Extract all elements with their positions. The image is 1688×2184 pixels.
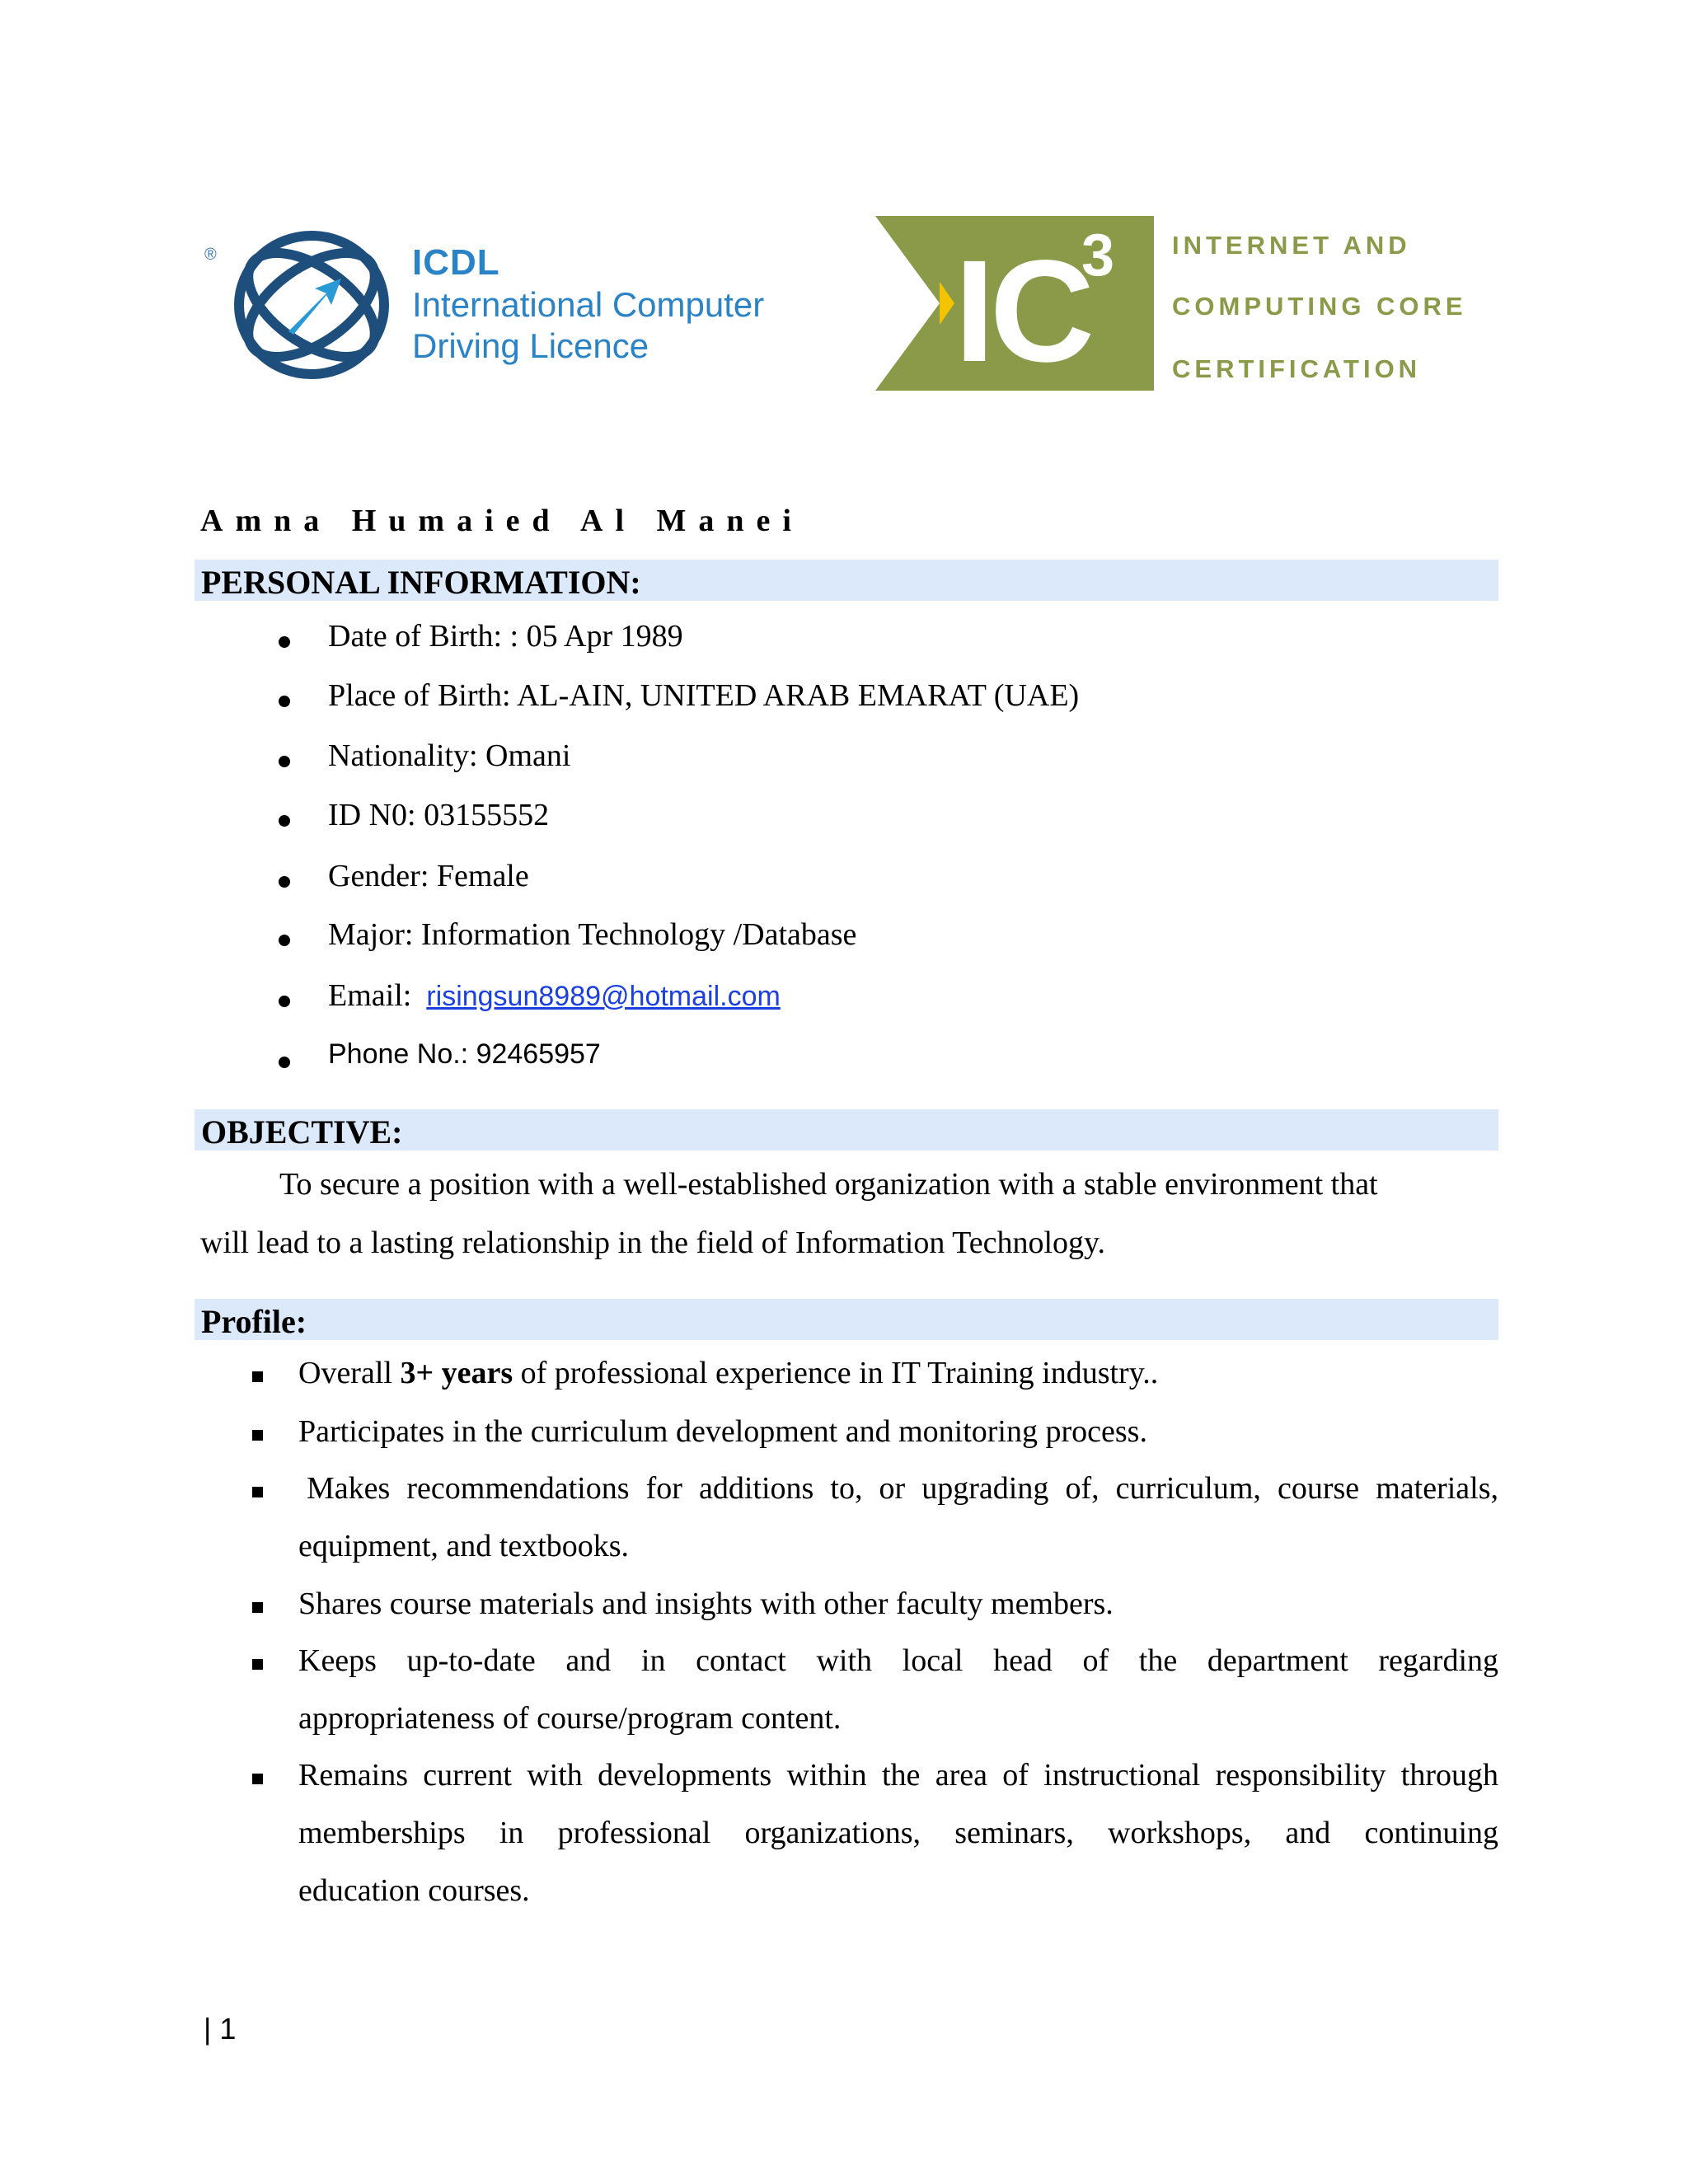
profile-item-6-line-3: education courses.: [298, 1873, 530, 1908]
ic3-superscript: 3: [1081, 223, 1115, 288]
candidate-name: Amna Humaied Al Manei: [200, 504, 804, 538]
profile-item-5-line-2: appropriateness of course/program content.: [298, 1701, 842, 1736]
square-bullet-icon: [252, 1659, 263, 1670]
ic3-mark: [875, 216, 1154, 391]
info-major: Major: Information Technology /Database: [328, 917, 857, 952]
profile-item-2: Participates in the curriculum development and monitoring process.: [298, 1414, 1147, 1449]
bullet-icon: [279, 696, 290, 707]
objective-line-2: will lead to a lasting relationship in the field of Information Technology.: [200, 1226, 1106, 1260]
email-label: Email:: [328, 978, 412, 1013]
ic3-logo: [875, 216, 1469, 393]
bullet-icon: [279, 996, 290, 1007]
icdl-title: ICDL: [412, 242, 500, 283]
section-heading-personal: PERSONAL INFORMATION:: [201, 564, 641, 601]
profile-item-6-line-1: Remains current with developments within the area of instructional responsibility through: [298, 1758, 1498, 1793]
globe-arrow-icon: [229, 223, 394, 387]
profile-item-3-line-1: Makes recommendations for additions to, or upgrading of, curriculum, course materials,: [307, 1471, 1498, 1506]
square-bullet-icon: [252, 1371, 263, 1382]
info-gender: Gender: Female: [328, 859, 529, 893]
bullet-icon: [279, 876, 290, 888]
ic3-line-2: COMPUTING CORE: [1172, 292, 1467, 321]
info-place-of-birth: Place of Birth: AL-AIN, UNITED ARAB EMARAT (UAE): [328, 678, 1080, 713]
square-bullet-icon: [252, 1430, 263, 1441]
bullet-icon: [279, 1057, 290, 1068]
profile-item-3-line-2: equipment, and textbooks.: [298, 1529, 630, 1563]
bullet-icon: [279, 636, 290, 648]
profile-item-4: Shares course materials and insights with other faculty members.: [298, 1586, 1114, 1621]
info-email: [328, 977, 781, 1014]
info-date-of-birth: Date of Birth: : 05 Apr 1989: [328, 619, 683, 654]
icdl-line-1: International Computer: [412, 285, 765, 324]
profile-item-1: [298, 1355, 1498, 1391]
square-bullet-icon: [252, 1602, 263, 1613]
profile-item-5-line-1: Keeps up-to-date and in contact with local head of the department regarding: [298, 1643, 1498, 1678]
ic3-line-3: CERTIFICATION: [1172, 354, 1422, 383]
profile-item-1-post: of professional experience in IT Training industry..: [513, 1356, 1159, 1390]
section-heading-profile: Profile:: [201, 1303, 307, 1340]
page-number: | 1: [204, 2012, 237, 2046]
square-bullet-icon: [252, 1487, 263, 1497]
objective-line-1: To secure a position with a well-established organization with a stable environment that: [279, 1167, 1378, 1202]
bullet-icon: [279, 815, 290, 827]
profile-item-1-bold: 3+ years: [400, 1356, 513, 1390]
icdl-logo: [204, 223, 814, 404]
section-band-profile: [195, 1299, 1498, 1340]
info-id-number: ID N0: 03155552: [328, 798, 550, 832]
bullet-icon: [279, 935, 290, 946]
icdl-line-2: Driving Licence: [412, 326, 649, 365]
email-link[interactable]: risingsun8989@hotmail.com: [426, 981, 781, 1012]
profile-item-6-line-2: memberships in professional organizations, seminars, workshops, and continuing: [298, 1816, 1498, 1850]
info-nationality: Nationality: Omani: [328, 738, 571, 773]
info-phone: Phone No.: 92465957: [328, 1038, 601, 1070]
section-band-personal: [195, 560, 1498, 601]
profile-item-1-pre: Overall: [298, 1356, 401, 1390]
ic3-mark-text: IC: [954, 231, 1090, 391]
ic3-line-1: INTERNET AND: [1172, 231, 1411, 260]
square-bullet-icon: [252, 1774, 263, 1784]
section-heading-objective: OBJECTIVE:: [201, 1113, 403, 1151]
registered-mark: ®: [204, 246, 217, 264]
section-band-objective: [195, 1109, 1498, 1151]
bullet-icon: [279, 756, 290, 767]
